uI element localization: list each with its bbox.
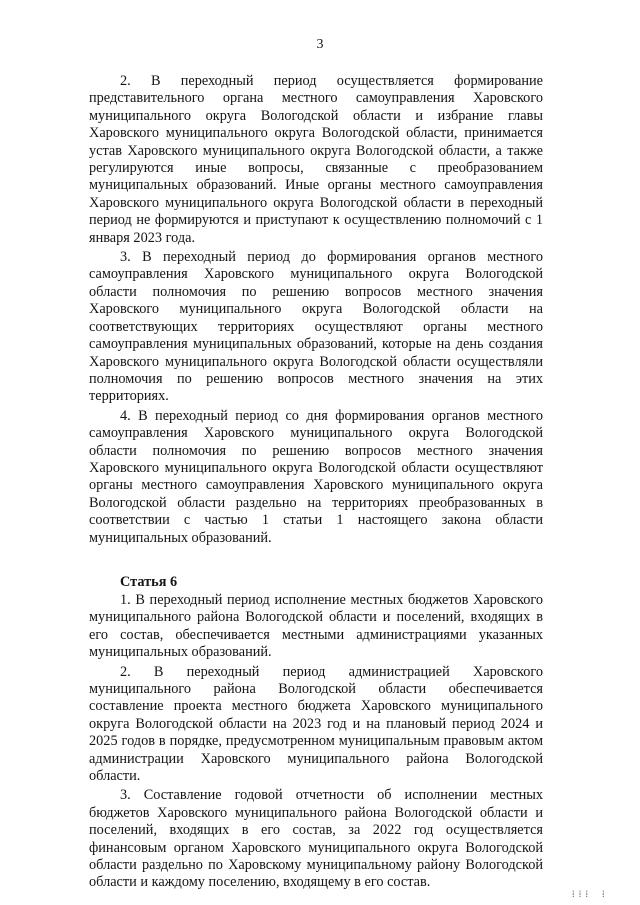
- document-body: [89, 73, 543, 892]
- scan-artifact-mark: ⁞ ⁞ ⁞ ⁞: [572, 889, 606, 899]
- page-number: 3: [316, 37, 324, 52]
- paragraph-transition-2: 2. В переходный период осуществляется формирование представительного органа местного самоуправления Харовского муниципального округа Вологодской области и избрание главы Харовского муниципального округа Вологодской области, принимается устав Харовского муниципального округа Вологодской области, а также регулируются иные вопросы, связанные с преобразованием муниципальных образований. Иные органы местного самоуправления Харовского муниципального округа Вологодской области в переходный период не формируются и приступают к осуществлению полномочий с 1 января 2023 года.: [89, 73, 543, 246]
- article-6-paragraph-3: 3. Составление годовой отчетности об исполнении местных бюджетов Харовского муниципального района Вологодской области и поселений, входящих в его состав, за 2022 год осуществляется финансовым органом Харовского муниципального округа Вологодской области раздельно по Харовскому муниципальному району Вологодской области и каждому поселению, входящему в его состав.: [89, 787, 543, 891]
- article-6-paragraph-2: 2. В переходный период администрацией Харовского муниципального района Вологодской области обеспечивается составление проекта местного бюджета Харовского муниципального округа Вологодской области на 2023 год и на плановый период 2024 и 2025 годов в порядке, предусмотренном муниципальным правовым актом администрации Харовского муниципального района Вологодской области.: [89, 663, 543, 785]
- article-6-heading: Статья 6: [120, 573, 178, 590]
- paragraph-transition-4: 4. В переходный период со дня формирования органов местного самоуправления Харовского муниципального округа Вологодской области полномочия по решению вопросов местного значения Харовского муниципального округа Вологодской области осуществляют органы местного самоуправления Харовского муниципального округа Вологодской области раздельно на территориях преобразованных в соответствии с частью 1 статьи 1 настоящего закона области муниципальных образований.: [89, 407, 543, 546]
- article-6-paragraph-1: 1. В переходный период исполнение местных бюджетов Харовского муниципального района Вологодской области и поселений, входящих в его состав, обеспечивается местными администрациями указанных муниципальных образований.: [89, 591, 543, 661]
- paragraph-transition-3: 3. В переходный период до формирования органов местного самоуправления Харовского муниципального округа Вологодской области полномочия по решению вопросов местного значения Харовского муниципального округа Вологодской области на соответствующих территориях осуществляют органы местного самоуправления муниципальных образований, которые на день создания Харовского муниципального округа Вологодской области осуществляли полномочия по решению вопросов местного значения на этих территориях.: [89, 249, 543, 405]
